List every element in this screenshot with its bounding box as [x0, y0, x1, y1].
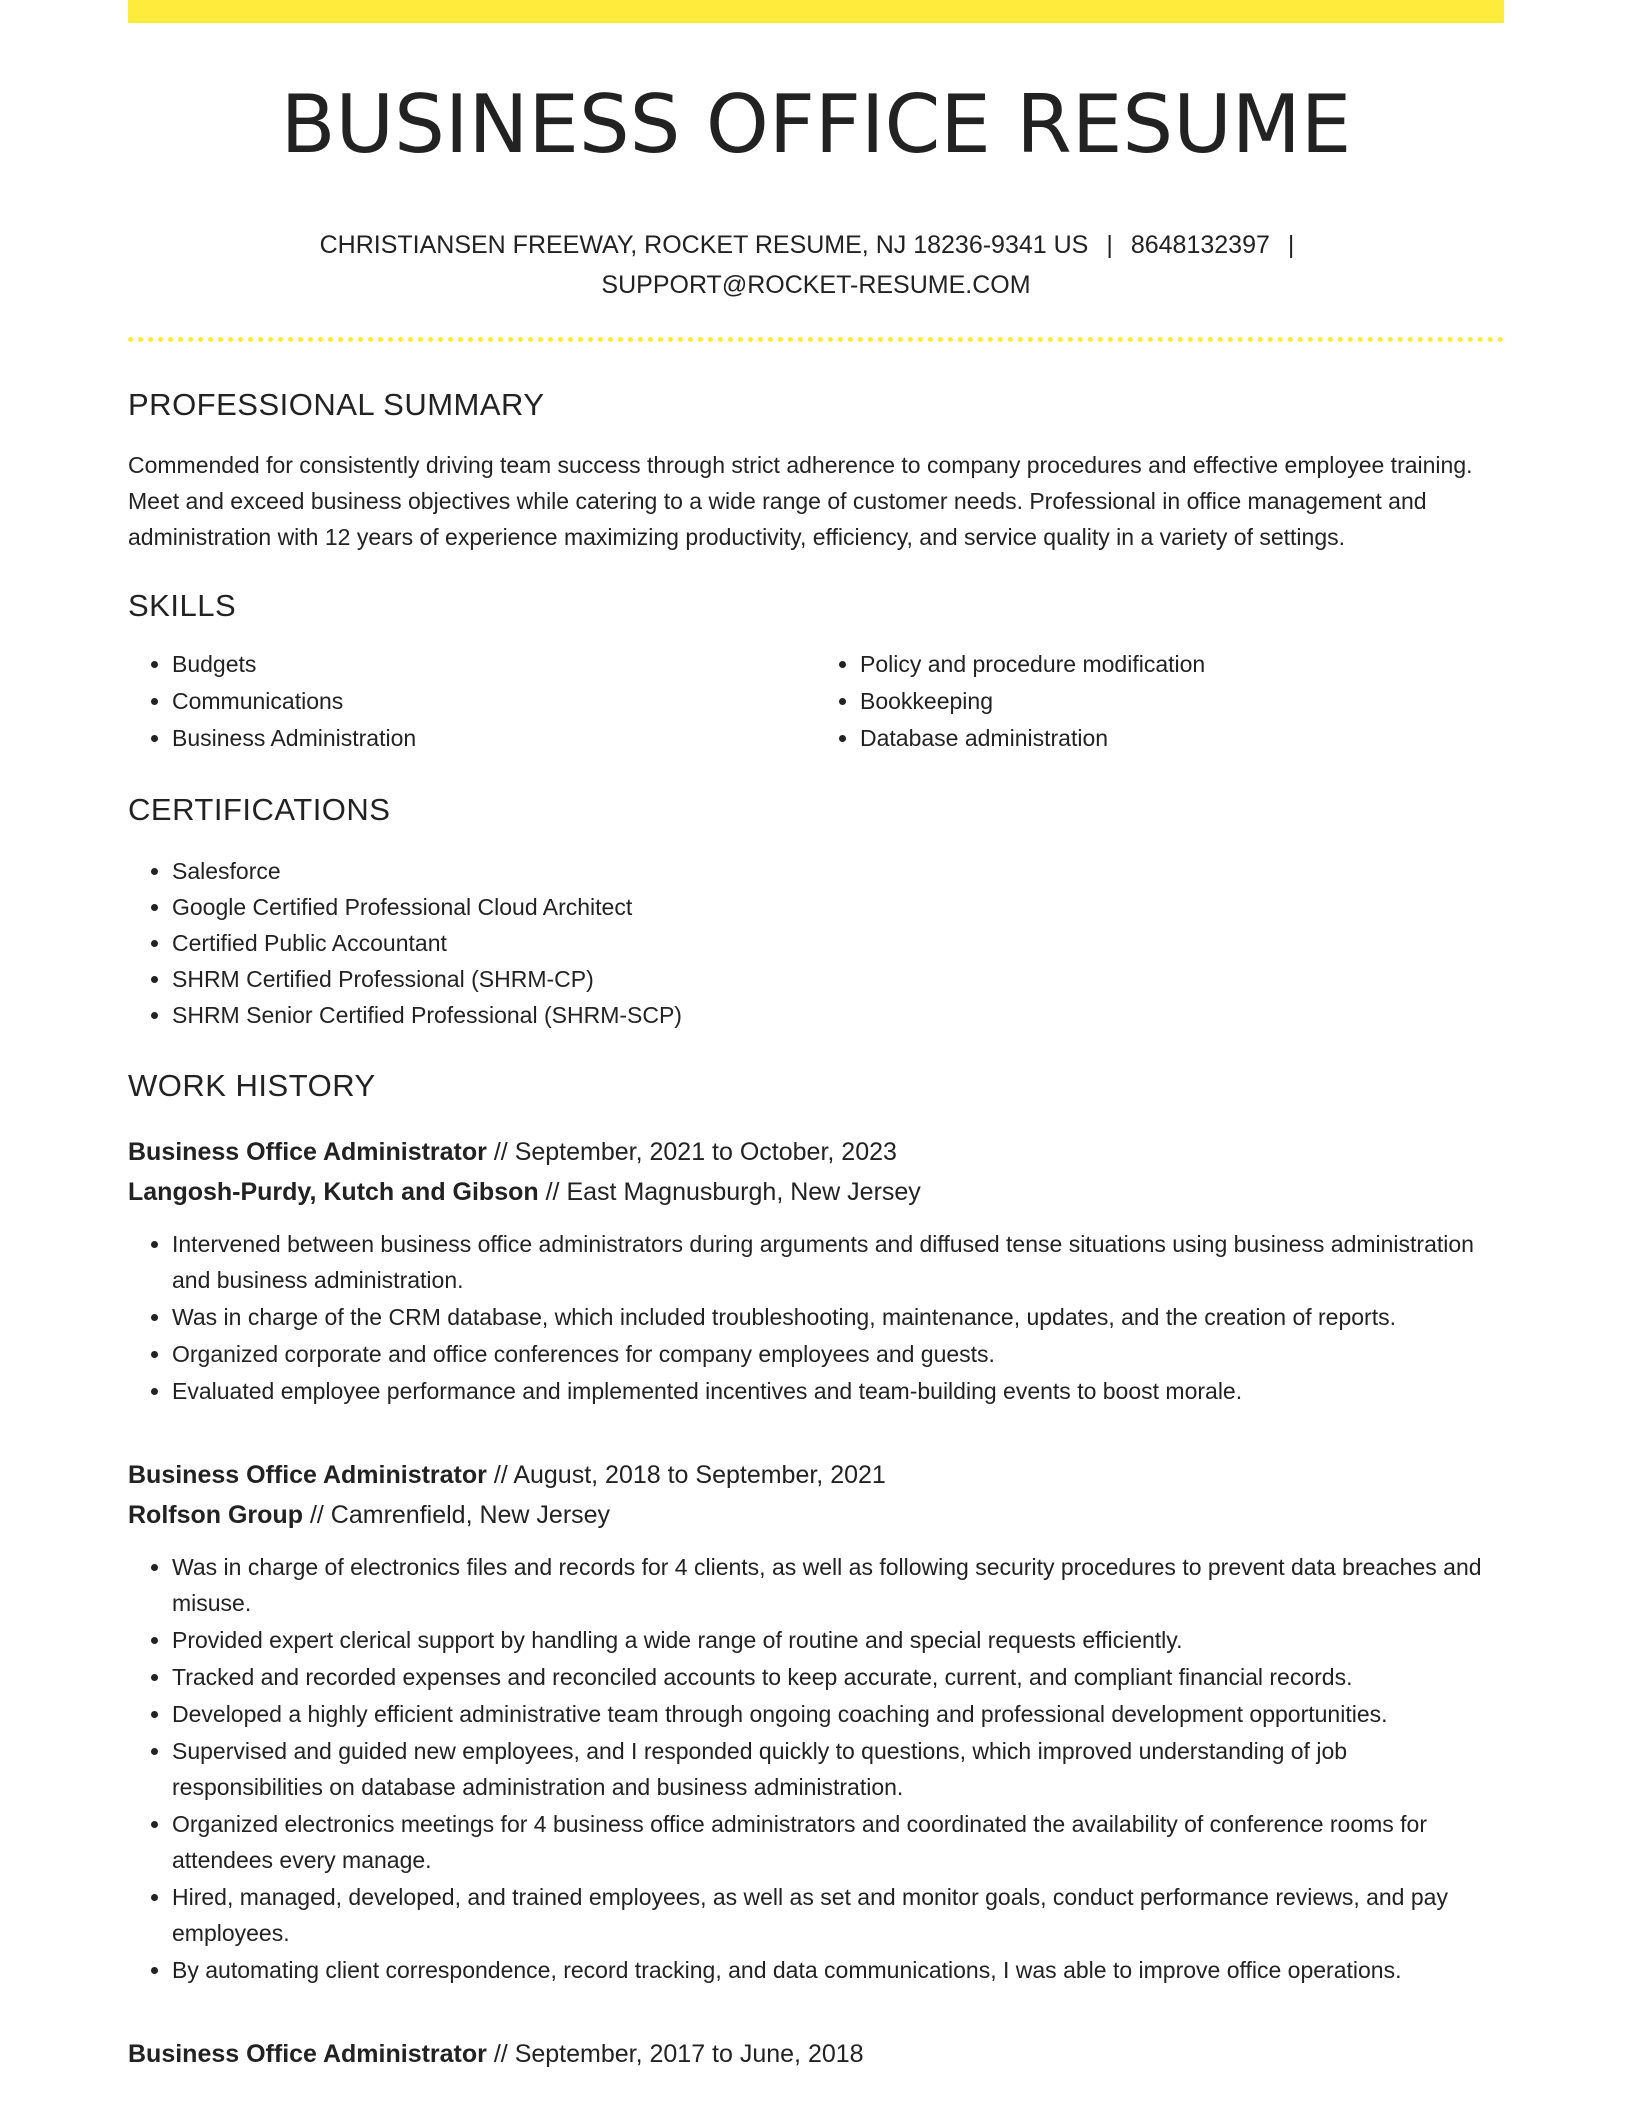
- certifications-list: [128, 853, 1504, 1033]
- contact-address: CHRISTIANSEN FREEWAY, ROCKET RESUME, NJ 18236-9341 US: [319, 231, 1089, 259]
- duty-item: • Supervised and guided new employees, and I responded quickly to questions, which improved understanding of job responsibilities on database administration and business administration.: [172, 1733, 1504, 1805]
- job-company: Rolfson Group: [128, 1500, 303, 1529]
- duty-item: • Developed a highly efficient administrative team through ongoing coaching and professional development opportunities.: [172, 1696, 1504, 1732]
- job-role: Business Office Administrator: [128, 1460, 487, 1489]
- duty-item: • Organized electronics meetings for 4 business office administrators and coordinated the availability of conference rooms for attendees every manage.: [172, 1806, 1504, 1878]
- job-role: Business Office Administrator: [128, 1137, 487, 1166]
- job-company: Langosh-Purdy, Kutch and Gibson: [128, 1177, 539, 1206]
- duty-item: • Tracked and recorded expenses and reconciled accounts to keep accurate, current, and compliant financial records.: [172, 1659, 1504, 1695]
- skill-item: • Communications: [172, 683, 816, 720]
- skill-item: • Bookkeeping: [860, 683, 1504, 720]
- certification-item: • SHRM Senior Certified Professional (SHRM-SCP): [172, 997, 1504, 1033]
- duty-item: • Was in charge of the CRM database, which included troubleshooting, maintenance, updates, and the creation of reports.: [172, 1299, 1504, 1335]
- job-company-line: [128, 1495, 1504, 1535]
- skills-heading: SKILLS: [128, 588, 237, 624]
- job-divider: //: [545, 1177, 560, 1206]
- summary-text: Commended for consistently driving team success through strict adherence to company procedures and effective employee training. Meet and exceed business objectives while catering to a wide range of customer needs. Professional in office management and administration with 12 years of experience maximizing productivity, efficiency, and service quality in a variety of settings.: [128, 452, 1473, 551]
- contact-email: SUPPORT@ROCKET-RESUME.COM: [601, 271, 1031, 299]
- certification-item: • Salesforce: [172, 853, 1504, 889]
- contact-separator: |: [1287, 231, 1295, 259]
- job-dates: August, 2018 to September, 2021: [513, 1460, 886, 1489]
- duty-item: • Hired, managed, developed, and trained employees, as well as set and monitor goals, conduct performance reviews, and pay employees.: [172, 1879, 1504, 1951]
- accent-top-bar: [128, 0, 1504, 23]
- skill-item: • Database administration: [860, 720, 1504, 757]
- skill-item: • Business Administration: [172, 720, 816, 757]
- duty-item: • Evaluated employee performance and implemented incentives and team-building events to boost morale.: [172, 1373, 1504, 1409]
- job-role-line: [128, 1132, 1504, 1172]
- job-divider: //: [493, 2039, 508, 2068]
- job-entry: [128, 2034, 1504, 2074]
- skills-grid: [128, 646, 1504, 757]
- job-divider: //: [493, 1460, 508, 1489]
- job-entry: [128, 1132, 1504, 1409]
- job-divider: //: [493, 1137, 508, 1166]
- certification-item: • Certified Public Accountant: [172, 925, 1504, 961]
- job-location: Camrenfield, New Jersey: [330, 1500, 611, 1529]
- duty-item: • Intervened between business office administrators during arguments and diffused tense situations using business administration and business administration.: [172, 1226, 1504, 1298]
- contact-separator: |: [1106, 231, 1113, 259]
- resume-page: [128, 0, 1504, 2074]
- resume-title: BUSINESS OFFICE RESUME: [280, 78, 1352, 171]
- certification-item: • SHRM Certified Professional (SHRM-CP): [172, 961, 1504, 997]
- skills-list-right: [816, 646, 1504, 757]
- job-dates: September, 2017 to June, 2018: [514, 2039, 864, 2068]
- skills-list-left: [128, 646, 816, 757]
- header-divider: [128, 337, 1504, 342]
- job-location: East Magnusburgh, New Jersey: [566, 1177, 921, 1206]
- job-dates: September, 2021 to October, 2023: [514, 1137, 897, 1166]
- job-company-line: [128, 1172, 1504, 1212]
- job-role: Business Office Administrator: [128, 2039, 487, 2068]
- skill-item: • Budgets: [172, 646, 816, 683]
- job-duties-list: [128, 1549, 1504, 1988]
- contact-phone: 8648132397: [1130, 231, 1270, 259]
- work-history-heading: WORK HISTORY: [128, 1067, 376, 1103]
- summary-heading: PROFESSIONAL SUMMARY: [128, 387, 545, 422]
- contact-info: [128, 225, 1504, 305]
- duty-item: • Was in charge of electronics files and records for 4 clients, as well as following security procedures to prevent data breaches and misuse.: [172, 1549, 1504, 1621]
- job-entry: [128, 1455, 1504, 1988]
- job-role-line: [128, 1455, 1504, 1495]
- duty-item: • Provided expert clerical support by handling a wide range of routine and special requests efficiently.: [172, 1622, 1504, 1658]
- job-divider: //: [309, 1500, 324, 1529]
- duty-item: • Organized corporate and office conferences for company employees and guests.: [172, 1336, 1504, 1372]
- certification-item: • Google Certified Professional Cloud Architect: [172, 889, 1504, 925]
- job-role-line: [128, 2034, 1504, 2074]
- skill-item: • Policy and procedure modification: [860, 646, 1504, 683]
- duty-item: • By automating client correspondence, record tracking, and data communications, I was able to improve office operations.: [172, 1952, 1504, 1988]
- job-duties-list: [128, 1226, 1504, 1409]
- certifications-heading: CERTIFICATIONS: [128, 792, 391, 828]
